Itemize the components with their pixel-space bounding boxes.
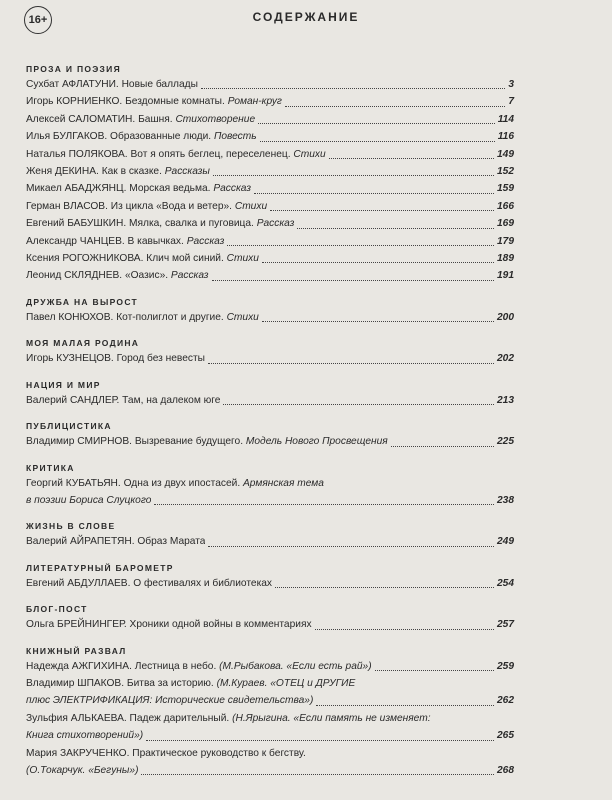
entry-genre: Стихи	[226, 253, 259, 265]
dot-leader	[154, 504, 494, 505]
entry-genre: (М.Рыбакова. «Если есть рай»)	[219, 660, 372, 672]
entry-title: Мялка, свалка и пуговица.	[129, 218, 254, 230]
toc-entry	[26, 616, 514, 633]
dot-leader	[297, 228, 494, 229]
dot-leader	[260, 141, 495, 142]
entry-author: Ксения РОГОЖНИКОВА.	[26, 253, 144, 265]
table-of-contents	[26, 62, 514, 789]
dot-leader	[262, 321, 494, 322]
page-number: 179	[497, 235, 514, 247]
entry-text	[26, 492, 151, 509]
entry-title: Город без невесты	[116, 353, 205, 365]
entry-line	[26, 350, 514, 367]
entry-line	[26, 233, 514, 250]
entry-line	[26, 675, 514, 692]
toc-section	[26, 644, 514, 780]
toc-section	[26, 519, 514, 550]
entry-title: Вот я опять беглец, переселенец.	[130, 148, 291, 160]
page-number: 238	[497, 494, 514, 506]
toc-entry	[26, 250, 514, 267]
entry-author: Игорь КУЗНЕЦОВ.	[26, 353, 114, 365]
entry-title: Битва за историю.	[126, 677, 214, 689]
entry-text	[26, 616, 312, 633]
entry-genre: Роман-круг	[227, 96, 282, 108]
age-rating-badge: 16+	[24, 6, 52, 34]
entry-genre: Рассказы	[164, 166, 210, 178]
entry-text	[26, 198, 267, 215]
entry-text	[26, 678, 355, 689]
toc-entry	[26, 146, 514, 163]
toc-entry	[26, 675, 514, 710]
entry-continuation: (О.Токарчук. «Бегуны»)	[26, 764, 139, 776]
page-number: 189	[497, 253, 514, 265]
page-number: 254	[497, 577, 514, 589]
page-number: 159	[497, 183, 514, 195]
entry-text	[26, 692, 313, 709]
entry-text	[26, 713, 431, 724]
entry-text	[26, 128, 257, 145]
entry-text	[26, 762, 138, 779]
page-number: 7	[508, 96, 514, 108]
toc-entry	[26, 233, 514, 250]
dot-leader	[262, 262, 494, 263]
entry-author: Павел КОНЮХОВ.	[26, 311, 114, 323]
toc-entry	[26, 267, 514, 284]
entry-author: Леонид СКЛЯДНЕВ.	[26, 270, 123, 282]
entry-line-continued	[26, 492, 514, 509]
entry-title: Башня.	[138, 113, 173, 125]
entry-genre: Повесть	[213, 131, 257, 143]
entry-title: Клич мой синий.	[146, 253, 224, 265]
entry-line	[26, 267, 514, 284]
section-heading: ПРОЗА И ПОЭЗИЯ	[26, 64, 121, 74]
entry-text	[26, 180, 251, 197]
entry-genre: Рассказ	[213, 183, 251, 195]
dot-leader	[213, 175, 494, 176]
toc-section	[26, 461, 514, 510]
dot-leader	[375, 670, 494, 671]
dot-leader	[208, 546, 494, 547]
dot-leader	[270, 210, 494, 211]
entry-text	[26, 478, 324, 489]
toc-entry	[26, 350, 514, 367]
toc-entry	[26, 215, 514, 232]
entry-line	[26, 745, 514, 762]
entry-title: Там, на далеком юге	[122, 394, 221, 406]
entry-text	[26, 575, 272, 592]
entry-title: Лестница в небо.	[134, 660, 217, 672]
entry-title: Новые баллады	[121, 79, 198, 90]
dot-leader	[315, 629, 494, 630]
toc-entry	[26, 198, 514, 215]
page-number: 169	[497, 218, 514, 230]
toc-entry	[26, 128, 514, 145]
entry-genre: Рассказ	[170, 270, 209, 282]
entry-title: «Оазис».	[124, 270, 169, 282]
entry-title: Образ Марата	[137, 536, 206, 548]
entry-text	[26, 250, 259, 267]
entry-line	[26, 111, 514, 128]
toc-section	[26, 419, 514, 450]
entry-author: Евгений АБДУЛЛАЕВ.	[26, 577, 131, 589]
page-number: 257	[497, 619, 514, 631]
section-heading: ЛИТЕРАТУРНЫЙ БАРОМЕТР	[26, 562, 174, 573]
page-number: 152	[497, 166, 514, 178]
entry-text	[26, 658, 372, 675]
entry-title: Бездомные комнаты.	[125, 96, 225, 108]
entry-continuation: Книга стихотворений»)	[26, 730, 144, 742]
entry-line	[26, 146, 514, 163]
dot-leader	[146, 740, 494, 741]
entry-text	[26, 748, 306, 759]
entry-line	[26, 76, 514, 93]
dot-leader	[223, 404, 494, 405]
entry-author: Игорь КОРНИЕНКО.	[26, 96, 123, 108]
section-heading: НАЦИЯ И МИР	[26, 379, 101, 390]
entry-genre: Стихи	[234, 200, 268, 212]
entry-title: Кот-полиглот и другие.	[116, 311, 224, 323]
page-number: 262	[497, 695, 514, 707]
dot-leader	[316, 705, 494, 706]
toc-entry	[26, 163, 514, 180]
entry-title: Образованные люди.	[110, 131, 212, 143]
toc-section	[26, 62, 514, 285]
toc-section	[26, 295, 514, 326]
entry-genre: (Н.Ярыгина. «Если память не изменяет:	[232, 712, 431, 724]
entry-line	[26, 392, 514, 409]
section-heading: КРИТИКА	[26, 462, 75, 473]
toc-section	[26, 602, 514, 633]
entry-genre: Стихотворение	[175, 113, 256, 125]
toc-entry	[26, 309, 514, 326]
entry-text	[26, 533, 205, 550]
entry-line	[26, 616, 514, 633]
page-title: СОДЕРЖАНИЕ	[252, 10, 360, 24]
entry-text	[26, 215, 294, 232]
entry-title: Вызревание будущего.	[134, 436, 244, 448]
dot-leader	[227, 245, 494, 246]
entry-title: Практическое руководство к бегству.	[132, 747, 306, 759]
toc-entry	[26, 745, 514, 780]
entry-genre: (М.Кураев. «ОТЕЦ и ДРУГИЕ	[216, 677, 356, 689]
page-number: 3	[508, 79, 514, 90]
entry-line	[26, 575, 514, 592]
entry-line	[26, 710, 514, 727]
toc-section	[26, 561, 514, 592]
entry-genre: Модель Нового Просвещения	[245, 436, 388, 448]
entry-author: Георгий КУБАТЬЯН.	[26, 477, 121, 489]
entry-author: Надежда АЖГИХИНА.	[26, 660, 132, 672]
toc-section	[26, 336, 514, 367]
entry-author: Зульфия АЛЬКАЕВА.	[26, 712, 127, 724]
entry-line	[26, 475, 514, 492]
page-number: 166	[497, 200, 514, 212]
entry-line-continued	[26, 727, 514, 744]
entry-text	[26, 267, 209, 284]
entry-text	[26, 111, 255, 128]
entry-title: Как в сказке.	[101, 166, 162, 178]
entry-line	[26, 128, 514, 145]
dot-leader	[141, 774, 494, 775]
page-number: 259	[497, 660, 514, 672]
entry-line	[26, 658, 514, 675]
entry-author: Микаел АБАДЖЯНЦ.	[26, 183, 127, 195]
entry-author: Владимир ШПАКОВ.	[26, 677, 125, 689]
entry-text	[26, 392, 220, 409]
entry-line	[26, 163, 514, 180]
toc-entry	[26, 575, 514, 592]
dot-leader	[212, 280, 494, 281]
entry-genre: Армянская тема	[243, 477, 324, 489]
dot-leader	[258, 123, 495, 124]
entry-text	[26, 727, 143, 744]
entry-author: Илья БУЛГАКОВ.	[26, 131, 108, 143]
dot-leader	[329, 158, 494, 159]
entry-title: О фестивалях и библиотеках	[133, 577, 273, 589]
dot-leader	[391, 446, 494, 447]
toc-entry	[26, 392, 514, 409]
entry-author: Евгений БАБУШКИН.	[26, 218, 127, 230]
entry-title: Падеж дарительный.	[129, 712, 230, 724]
entry-title: Морская ведьма.	[129, 183, 211, 195]
entry-line-continued	[26, 762, 514, 779]
toc-entry	[26, 180, 514, 197]
entry-line	[26, 93, 514, 110]
toc-entry	[26, 93, 514, 110]
toc-entry	[26, 658, 514, 675]
page-number: 265	[497, 730, 514, 742]
dot-leader	[201, 88, 505, 89]
section-heading: ДРУЖБА НА ВЫРОСТ	[26, 296, 139, 307]
entry-author: Мария ЗАКРУЧЕНКО.	[26, 747, 130, 759]
entry-author: Владимир СМИРНОВ.	[26, 436, 132, 448]
entry-author: Александр ЧАНЦЕВ.	[26, 235, 125, 247]
entry-author: Сухбат АФЛАТУНИ.	[26, 79, 119, 90]
page-number: 200	[497, 311, 514, 323]
entry-line	[26, 215, 514, 232]
page-number: 213	[497, 394, 514, 406]
page-number: 114	[497, 113, 514, 125]
dot-leader	[275, 587, 494, 588]
toc-entry	[26, 111, 514, 128]
entry-author: Герман ВЛАСОВ.	[26, 200, 108, 212]
entry-text	[26, 163, 210, 180]
entry-author: Ольга БРЕЙНИНГЕР.	[26, 619, 127, 631]
dot-leader	[254, 193, 494, 194]
entry-line	[26, 433, 514, 450]
section-heading: КНИЖНЫЙ РАЗВАЛ	[26, 645, 127, 656]
page-number: 191	[497, 270, 514, 282]
entry-line	[26, 309, 514, 326]
entry-line	[26, 533, 514, 550]
toc-entry	[26, 475, 514, 510]
entry-author: Наталья ПОЛЯКОВА.	[26, 148, 128, 160]
section-heading: МОЯ МАЛАЯ РОДИНА	[26, 338, 140, 349]
section-heading: ПУБЛИЦИСТИКА	[26, 421, 112, 432]
entry-line	[26, 198, 514, 215]
entry-text	[26, 76, 198, 93]
entry-continuation: плюс ЭЛЕКТРИФИКАЦИЯ: Исторические свидетельства»)	[26, 695, 314, 707]
page-number: 225	[497, 436, 514, 448]
entry-genre: Рассказ	[186, 235, 225, 247]
toc-entry	[26, 76, 514, 93]
toc-entry	[26, 533, 514, 550]
dot-leader	[285, 106, 505, 107]
page-number: 149	[497, 148, 514, 160]
entry-title: Из цикла «Вода и ветер».	[110, 200, 232, 212]
entry-title: Хроники одной войны в комментариях	[129, 619, 312, 631]
entry-continuation: в поэзии Бориса Слуцкого	[26, 494, 152, 506]
entry-author: Валерий АЙРАПЕТЯН.	[26, 536, 135, 548]
entry-text	[26, 93, 282, 110]
entry-line	[26, 250, 514, 267]
entry-genre: Стихи	[293, 148, 326, 160]
entry-author: Алексей САЛОМАТИН.	[26, 113, 136, 125]
entry-title: Одна из двух ипостасей.	[123, 477, 241, 489]
entry-text	[26, 146, 326, 163]
toc-entry	[26, 433, 514, 450]
entry-author: Валерий САНДЛЕР.	[26, 394, 120, 406]
toc-section	[26, 378, 514, 409]
entry-genre: Стихи	[226, 311, 259, 323]
page-number: 249	[497, 536, 514, 548]
entry-text	[26, 309, 259, 326]
page-number: 202	[497, 353, 514, 365]
entry-genre: Рассказ	[256, 218, 295, 230]
entry-text	[26, 350, 205, 367]
entry-title: В кавычках.	[127, 235, 184, 247]
section-heading: БЛОГ-ПОСТ	[26, 604, 88, 615]
entry-line	[26, 180, 514, 197]
entry-text	[26, 233, 224, 250]
section-heading: ЖИЗНЬ В СЛОВЕ	[26, 521, 116, 532]
dot-leader	[208, 363, 494, 364]
entry-line-continued	[26, 692, 514, 709]
entry-author: Женя ДЕКИНА.	[26, 166, 99, 178]
page-number: 116	[497, 131, 514, 143]
page-number: 268	[497, 764, 514, 776]
toc-entry	[26, 710, 514, 745]
entry-text	[26, 433, 388, 450]
